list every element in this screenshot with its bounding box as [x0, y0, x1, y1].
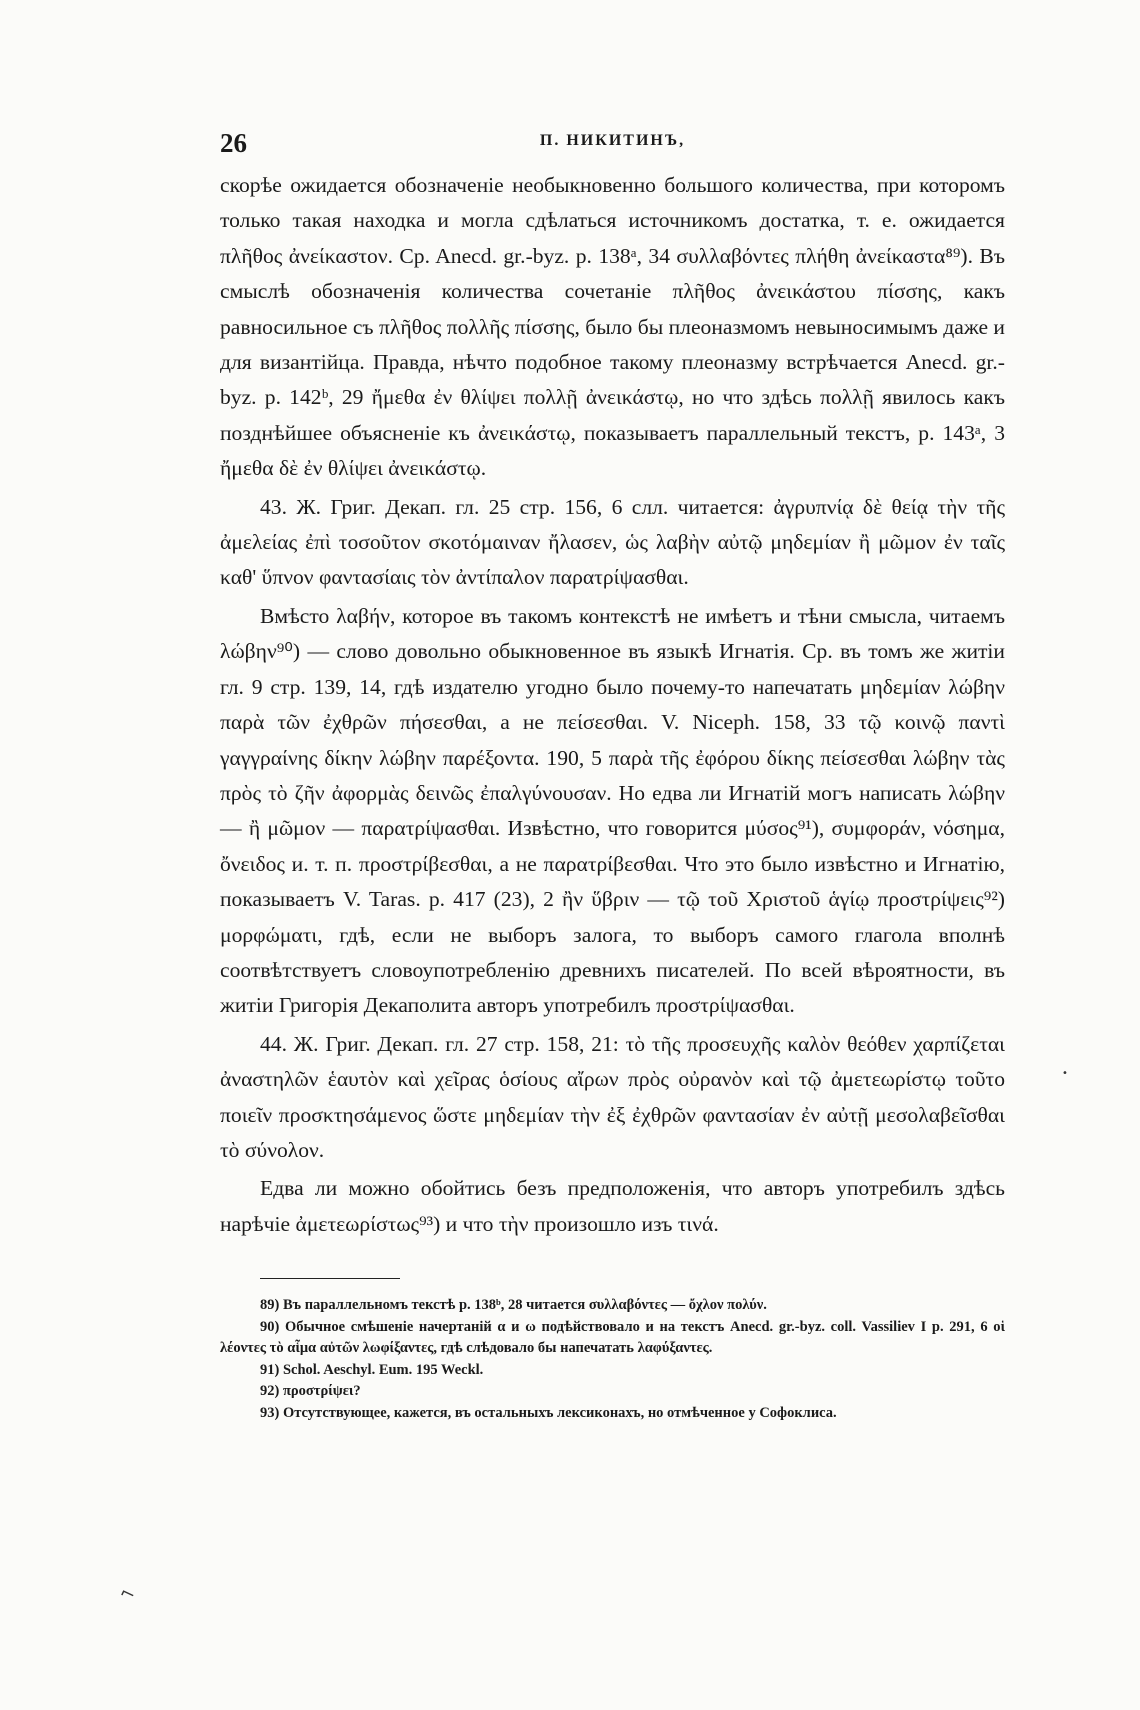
footnotes: [220, 1295, 1005, 1424]
page-number: 26: [220, 128, 247, 158]
paragraph: 44. Ж. Григ. Декап. гл. 27 стр. 158, 21: τὸ τῆς προσευχῆς καλὸν θεόθεν χαρπίζεται ἀναστηλῶν ἑαυτὸν καὶ χεῖρας ὁσίους αἴρων πρὸς οὐρανὸν καὶ τῷ ἀμετεωρίστῳ τοῦτο ποιεῖν προσκτησάμενος ὥστε μηδεμίαν τὴν ἐξ ἐχθρῶν φαντασίαν ἐν αὐτῇ μεσολαβεῖσθαι τὸ σύνολον.: [220, 1031, 1005, 1162]
scan-mark: ⌐: [116, 1581, 139, 1608]
footnote: 93) Отсутствующее, кажется, въ остальныхъ лексиконахъ, но отмѣченное у Софоклиса.: [260, 1404, 837, 1421]
main-text: [220, 168, 1005, 1242]
footnote: 90) Обычное смѣшеніе начертаній α и ω подѣйствовало и на текстъ Anecd. gr.-byz. coll. Vassiliev I p. 291, 6 οἱ λέοντες τὸ αἷμα αὐτῶν λωφίξαντες, гдѣ слѣдовало бы напечатать λαφύξαντες.: [220, 1318, 1005, 1357]
footnote-separator: [260, 1278, 400, 1279]
paragraph: скорѣе ожидается обозначеніе необыкновенно большого количества, при которомъ только такая находка и могла сдѣлаться источникомъ достатка, т. е. ожидается πλῆθος ἀνείκαστον. Cp. Anecd. gr.-byz. p. 138ᵃ, 34 συλλαβόντες πλήθη ἀνείκαστα⁸⁹). Въ смыслѣ обозначенія количества сочетаніе πλῆθος ἀνεικάστου πίσσης, какъ равносильное съ πλῆθος πολλῆς πίσσης, было бы плеоназмомъ невыносимымъ даже и для византійца. Правда, нѣчто подобное такому плеоназму встрѣчается Anecd. gr.-byz. p. 142ᵇ, 29 ἤμεθα ἐν θλίψει πολλῇ ἀνεικάστῳ, но что здѣсь πολλῇ явилось какъ позднѣйшее объясненіе къ ἀνεικάστῳ, показываетъ параллельный текстъ, p. 143ᵃ, 3 ἤμεθα δὲ ἐν θλίψει ἀνεικάστῳ.: [220, 173, 1005, 481]
document-page: [220, 128, 1005, 1424]
page-header: [220, 128, 1005, 168]
paragraph: Вмѣсто λαβήν, которое въ такомъ контекстѣ не имѣетъ и тѣни смысла, читаемъ λώβην⁹⁰) — слово довольно обыкновенное въ языкѣ Игнатія. Ср. въ томъ же житіи гл. 9 стр. 139, 14, гдѣ издателю угодно было почему-то напечатать μηδεμίαν λώβην παρὰ τῶν ἐχθρῶν πήσεσθαι, а не πείσεσθαι. V. Niceph. 158, 33 τῷ κοινῷ παντὶ γαγγραίνης δίκην λώβην παρέξοντα. 190, 5 παρὰ τῆς ἐφόρου δίκης πείσεσθαι λώβην τὰς πρὸς τὸ ζῆν ἀφορμὰς δεινῶς ἐπαλγύνουσαν. Но едва ли Игнатій могъ написать λώβην — ἢ μῶμον — παρατρίψασθαι. Извѣстно, что говорится μύσος⁹¹), συμφοράν, νόσημα, ὄνειδος и. т. п. προστρίβεσθαι, а не παρατρίβεσθαι. Что это было извѣстно и Игнатію, показываетъ V. Taras. p. 417 (23), 2 ἢν ὕβριν — τῷ τοῦ Χριστοῦ ἁγίῳ προστρίψεις⁹²) μορφώματι, гдѣ, если не выборъ залога, то выборъ самого глагола вполнѣ соотвѣтствуетъ словоупотребленію древнихъ писателей. По всей вѣроятности, въ житіи Григорія Декаполита авторъ употребилъ προστρίψασθαι.: [220, 603, 1005, 1018]
scan-speck: •: [1062, 1068, 1068, 1079]
footnote: 92) προστρίψει?: [260, 1383, 361, 1400]
running-title: П. НИКИТИНЪ,: [539, 132, 686, 149]
footnote: 91) Schol. Aeschyl. Eum. 195 Weckl.: [260, 1361, 484, 1378]
footnote: 89) Въ параллельномъ текстѣ p. 138ᵇ, 28 читается συλλαβόντες — ὄχλον πολύν.: [260, 1297, 767, 1314]
paragraph: 43. Ж. Григ. Декап. гл. 25 стр. 156, 6 слл. читается: ἀγρυπνίᾳ δὲ θείᾳ τὴν τῆς ἀμελείας ἐπὶ τοσοῦτον σκοτόμαιναν ἤλασεν, ὡς λαβὴν αὐτῷ μηδεμίαν ἢ μῶμον ἐν ταῖς καθ' ὕπνον φαντασίαις τὸν ἀντίπαλον παρατρίψασθαι.: [220, 494, 1005, 590]
paragraph: Едва ли можно обойтись безъ предположенія, что авторъ употребилъ здѣсь нарѣчіе ἀμετεωρίστως⁹³) и что τὴν произошло изъ τινά.: [220, 1176, 1005, 1236]
